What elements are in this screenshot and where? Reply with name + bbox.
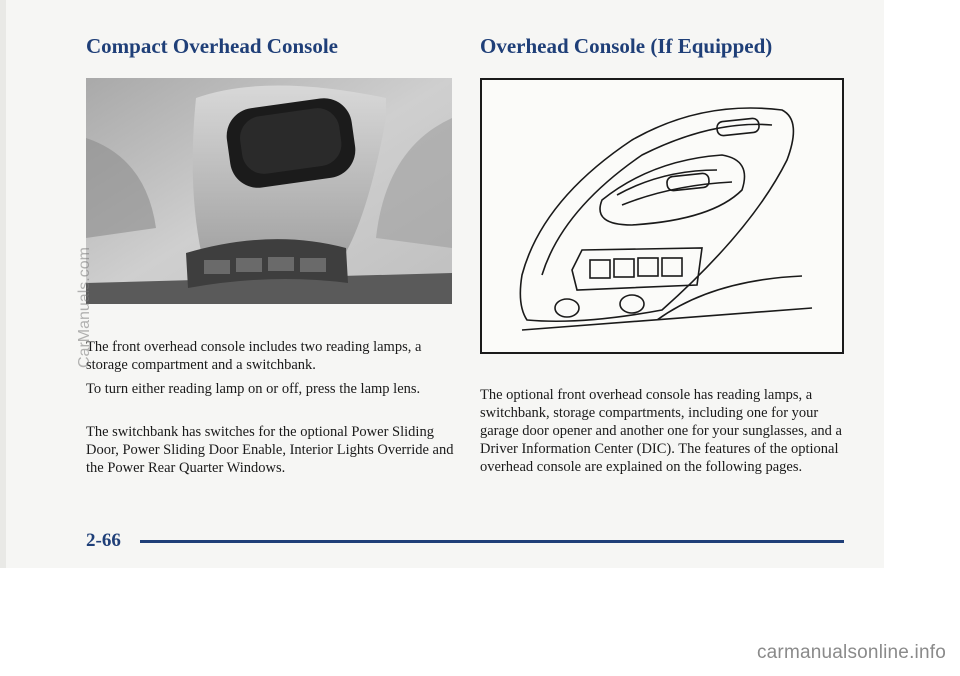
page-number: 2-66 [86,530,121,551]
side-watermark: CarManuals.com [76,247,93,368]
compact-console-paragraph-3: The switchbank has switches for the optional Power Sliding Door, Power Sliding Door Enable, Interior Lights Override and the Power Rear Quarter Windows. [86,424,454,476]
overhead-console-heading: Overhead Console (If Equipped) [480,34,773,58]
page-edge [0,0,6,568]
overhead-console-drawing [480,78,844,354]
compact-console-photo [86,78,452,304]
bottom-watermark: carmanualsonline.info [756,642,946,663]
compact-console-paragraph-1: The front overhead console includes two reading lamps, a storage compartment and a switchbank. [86,339,422,373]
compact-console-paragraph-2: To turn either reading lamp on or off, press the lamp lens. [86,381,421,397]
footer-rule [140,540,844,543]
overhead-console-paragraph: The optional front overhead console has reading lamps, a switchbank, storage compartments, including one for your garage door opener and another one for your sunglasses, and a Driver Information Center (DIC). The features of the optional overhead console are explained on the following pages. [480,387,842,475]
compact-console-heading: Compact Overhead Console [86,34,338,58]
